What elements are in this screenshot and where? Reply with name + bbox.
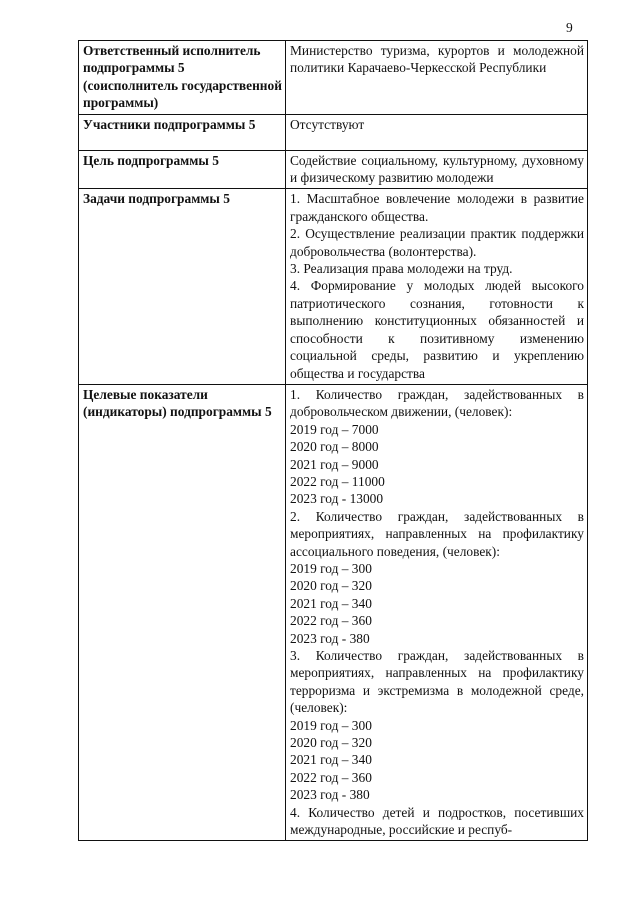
value-line: Отсутствуют bbox=[290, 116, 365, 132]
row-label: Ответственный исполнитель подпрограммы 5 (соисполнитель государственной программы) bbox=[79, 41, 286, 115]
row-value bbox=[286, 150, 588, 189]
value-line: Министерство туризма, курортов и молодежной политики Карачаево-Черкесской Республики bbox=[290, 43, 584, 76]
value-line: 2023 год - 380 bbox=[290, 630, 370, 646]
value-line: 2019 год – 300 bbox=[290, 560, 372, 576]
value-line: 2019 год – 7000 bbox=[290, 421, 379, 437]
row-value bbox=[286, 189, 588, 384]
value-line: 3. Количество граждан, задействованных в мероприятиях, направленных на профилактику терроризма и экстремизма в молодежной среде, (человек): bbox=[290, 648, 584, 716]
row-value bbox=[286, 41, 588, 115]
row-value bbox=[286, 384, 588, 841]
row-label: Целевые показатели (индикаторы) подпрограммы 5 bbox=[79, 384, 286, 841]
subprogram-passport-table bbox=[78, 40, 588, 841]
value-line: 2023 год - 13000 bbox=[290, 491, 384, 507]
value-line: 2. Осуществление реализации практик поддержки добровольчества (волонтерства). bbox=[290, 226, 584, 259]
row-label: Цель подпрограммы 5 bbox=[79, 150, 286, 189]
value-line: 2021 год – 340 bbox=[290, 752, 372, 768]
row-label: Участники подпрограммы 5 bbox=[79, 114, 286, 150]
value-line: 2022 год – 11000 bbox=[290, 473, 385, 489]
row-value bbox=[286, 114, 588, 150]
value-line: 2020 год – 8000 bbox=[290, 439, 379, 455]
value-line: 2020 год – 320 bbox=[290, 578, 372, 594]
value-line: 1. Масштабное вовлечение молодежи в развитие гражданского общества. bbox=[290, 191, 584, 224]
row-label: Задачи подпрограммы 5 bbox=[79, 189, 286, 384]
table-row-target-indicators bbox=[79, 384, 588, 841]
table-row-participants bbox=[79, 114, 588, 150]
value-line: 4. Количество детей и подростков, посетивших международные, российские и респуб- bbox=[290, 804, 584, 838]
page-number: 9 bbox=[566, 20, 573, 35]
value-line: 3. Реализация права молодежи на труд. bbox=[290, 261, 513, 277]
value-line: 2022 год – 360 bbox=[290, 613, 372, 629]
value-line: 2022 год – 360 bbox=[290, 769, 372, 785]
table-row-tasks bbox=[79, 189, 588, 384]
table-row-responsible-executor bbox=[79, 41, 588, 115]
value-line: 2. Количество граждан, задействованных в мероприятиях, направленных на профилактику ассоциального поведения, (человек): bbox=[290, 508, 584, 559]
value-line: 2019 год – 300 bbox=[290, 717, 372, 733]
value-line: 1. Количество граждан, задействованных в добровольческом движении, (человек): bbox=[290, 386, 584, 420]
value-line: 2020 год – 320 bbox=[290, 735, 372, 751]
table-row-goal bbox=[79, 150, 588, 189]
value-line: 2021 год – 340 bbox=[290, 595, 372, 611]
value-line: 2021 год – 9000 bbox=[290, 456, 379, 472]
value-line: 4. Формирование у молодых людей высокого патриотического сознания, готовности к выполнению конституционных обязанностей и способности к позитивному изменению социальной среды, развитию и укреплению общества и государства bbox=[290, 278, 584, 381]
value-line: Содействие социальному, культурному, духовному и физическому развитию молодежи bbox=[290, 152, 584, 186]
value-line: 2023 год - 380 bbox=[290, 787, 370, 803]
